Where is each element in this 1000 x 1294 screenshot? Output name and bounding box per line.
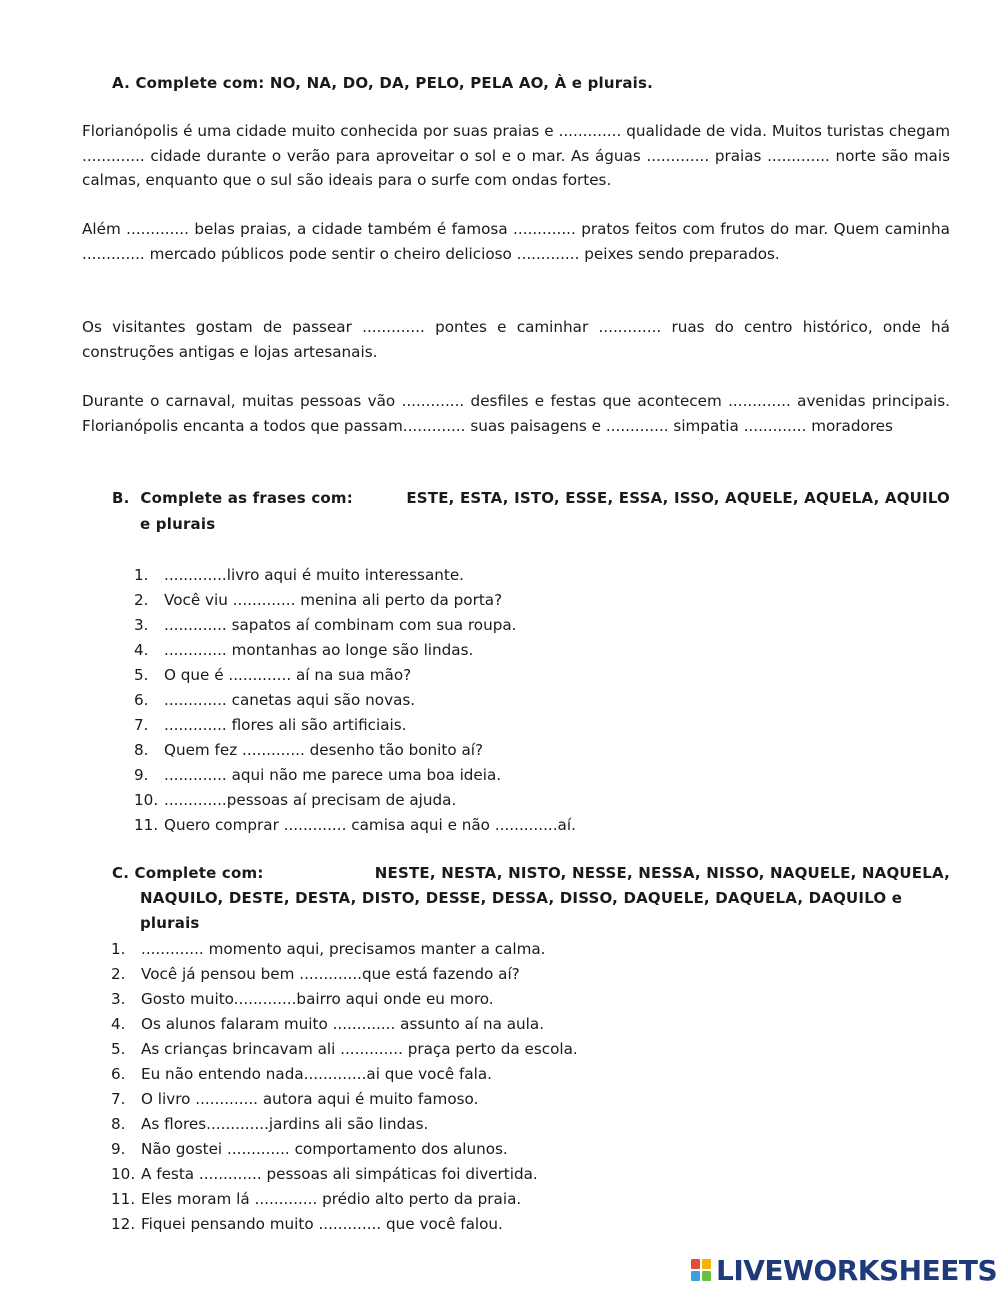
section-c-letter: C. [112,864,130,882]
item-number: 2. [134,591,149,609]
list-item [111,962,578,987]
item-text: As flores.............jardins ali são lindas. [141,1115,429,1133]
list-item [134,788,576,813]
section-a-heading [112,70,653,96]
item-number: 8. [111,1115,126,1133]
item-number: 8. [134,741,149,759]
item-text: ............. montanhas ao longe são lindas. [164,641,474,659]
list-item [134,588,576,613]
section-a-letter: A. [112,74,130,92]
section-a-title: Complete com: [135,74,265,92]
item-text: Quero comprar ............. camisa aqui e não .............aí. [164,816,576,834]
section-a-paragraph-4: Durante o carnaval, muitas pessoas vão ............. desfiles e festas que acontecem ............. avenidas principais. Florianópolis encanta a todos que passam............. suas paisagens e ............. simpatia ............. moradores [82,392,950,435]
list-item [134,813,576,838]
item-number: 11. [134,816,159,834]
section-a-paragraph-1: Florianópolis é uma cidade muito conhecida por suas praias e ............. qualidade de vida. Muitos turistas chegam ............. cidade durante o verão para aproveitar o sol e o mar. As águas ............. praias ............. norte são mais calmas, enquanto que o sul são ideais para o surfe com ondas fortes. [82,122,950,189]
item-text: As crianças brincavam ali ............. praça perto da escola. [141,1040,578,1058]
item-number: 3. [134,616,149,634]
logo-text: LIVEWORKSHEETS [716,1253,998,1287]
item-number: 4. [111,1015,126,1033]
section-a-words: NO, NA, DO, DA, PELO, PELA AO, À e plurais. [269,74,654,92]
item-number: 2. [111,965,126,983]
section-c-words-line1: NESTE, NESTA, NISTO, NESSE, NESSA, NISSO, NAQUELE, NAQUELA, [374,864,950,882]
item-text: O que é ............. aí na sua mão? [164,666,412,684]
item-text: Você já pensou bem .............que está fazendo aí? [141,965,520,983]
item-number: 5. [134,666,149,684]
logo-square-blue [691,1271,700,1281]
list-item [134,563,576,588]
section-b-letter: B. [112,489,130,507]
item-text: ............. flores ali são artificiais. [164,716,407,734]
item-text: ............. sapatos aí combinam com sua roupa. [164,616,517,634]
list-item [134,763,576,788]
list-item [111,1187,578,1212]
section-b-list [134,563,576,838]
item-number: 6. [134,691,149,709]
section-b-heading [112,485,950,537]
section-b-words-line2: e plurais [140,515,216,533]
item-text: A festa ............. pessoas ali simpáticas foi divertida. [141,1165,538,1183]
item-text: Você viu ............. menina ali perto da porta? [164,591,503,609]
list-item [111,937,578,962]
item-text: ............. momento aqui, precisamos manter a calma. [141,940,546,958]
list-item [111,987,578,1012]
item-number: 7. [111,1090,126,1108]
list-item [134,638,576,663]
item-number: 6. [111,1065,126,1083]
item-text: Quem fez ............. desenho tão bonito aí? [164,741,484,759]
item-number: 3. [111,990,126,1008]
liveworksheets-logo[interactable] [691,1254,997,1286]
section-a-paragraph-2: Além ............. belas praias, a cidade também é famosa ............. pratos feitos com frutos do mar. Quem caminha ............. mercado públicos pode sentir o cheiro delicioso ............. peixes sendo preparados. [82,220,950,263]
list-item [111,1162,578,1187]
logo-square-red [691,1259,700,1269]
item-number: 12. [111,1215,136,1233]
item-text: Os alunos falaram muito ............. assunto aí na aula. [141,1015,545,1033]
item-number: 10. [111,1165,136,1183]
logo-mark-icon [691,1259,711,1281]
item-number: 7. [134,716,149,734]
item-number: 10. [134,791,159,809]
item-text: Fiquei pensando muito ............. que você falou. [141,1215,503,1233]
list-item [134,713,576,738]
item-text: ............. aqui não me parece uma boa ideia. [164,766,502,784]
item-number: 11. [111,1190,136,1208]
list-item [134,738,576,763]
item-number: 5. [111,1040,126,1058]
list-item [111,1137,578,1162]
list-item [134,613,576,638]
list-item [134,663,576,688]
item-number: 9. [111,1140,126,1158]
item-text: Não gostei ............. comportamento dos alunos. [141,1140,508,1158]
item-number: 9. [134,766,149,784]
section-a-paragraph-3: Os visitantes gostam de passear ............. pontes e caminhar ............. ruas do centro histórico, onde há construções antigas e lojas artesanais. [82,318,950,361]
list-item [134,688,576,713]
section-c-words-line2: NAQUILO, DESTE, DESTA, DISTO, DESSE, DESSA, DISSO, DAQUELE, DAQUELA, DAQUILO e [140,889,903,907]
section-c-heading [112,861,950,936]
section-c-title: Complete com: [134,864,264,882]
item-text: O livro ............. autora aqui é muito famoso. [141,1090,479,1108]
item-number: 1. [111,940,126,958]
list-item [111,1012,578,1037]
item-number: 4. [134,641,149,659]
list-item [111,1087,578,1112]
section-b-title: Complete as frases com: [140,489,353,507]
list-item [111,1062,578,1087]
item-number: 1. [134,566,149,584]
item-text: ............. canetas aqui são novas. [164,691,416,709]
item-text: .............pessoas aí precisam de ajuda. [164,791,457,809]
item-text: Eles moram lá ............. prédio alto perto da praia. [141,1190,522,1208]
logo-square-green [702,1271,711,1281]
section-c-list [111,937,578,1237]
section-b-words-line1: ESTE, ESTA, ISTO, ESSE, ESSA, ISSO, AQUELE, AQUELA, AQUILO [406,489,950,507]
list-item [111,1212,578,1237]
item-text: Eu não entendo nada.............ai que você fala. [141,1065,492,1083]
item-text: .............livro aqui é muito interessante. [164,566,465,584]
list-item [111,1112,578,1137]
item-text: Gosto muito.............bairro aqui onde eu moro. [141,990,494,1008]
section-c-words-line3: plurais [140,914,200,932]
list-item [111,1037,578,1062]
logo-square-yellow [702,1259,711,1269]
